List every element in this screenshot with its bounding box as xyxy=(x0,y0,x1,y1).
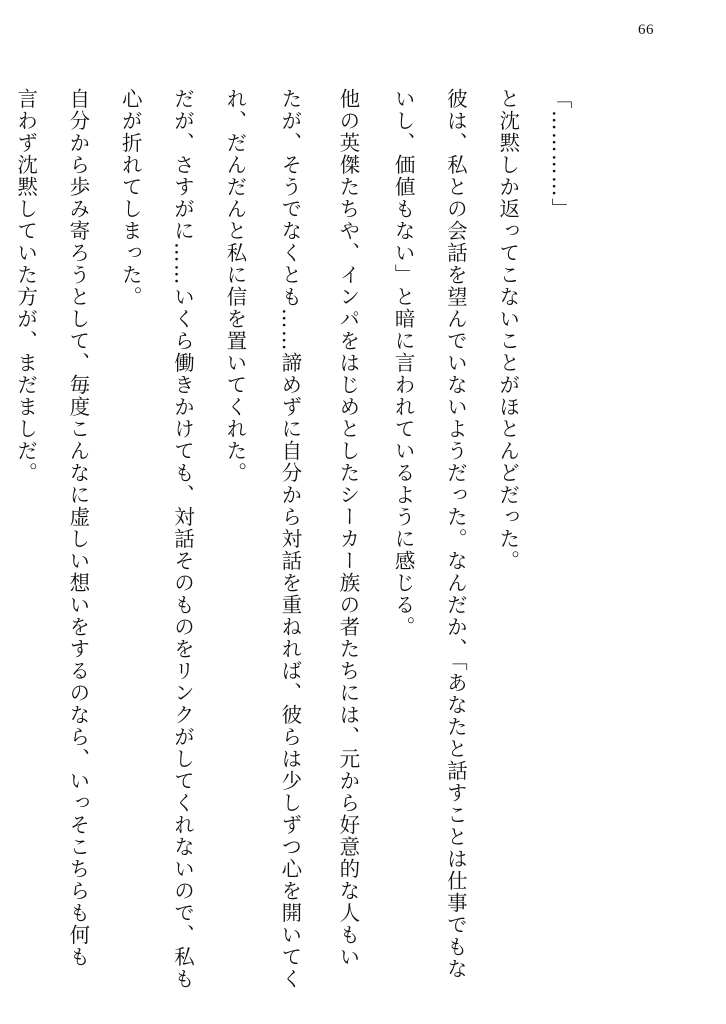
text-column: 彼は、私との会話を望んでいないようだった。なんだか、「あなたと話すことは仕事でもな xyxy=(443,88,468,980)
text-column: たが、そうでなくとも……諦めずに自分から対話を重ねれば、彼らは少しずつ心を開いてく xyxy=(277,88,302,990)
text-column: 他の英傑たちや、インパをはじめとしたシーカー族の者たちには、元から好意的な人もい xyxy=(335,88,360,968)
text-column: れ、だんだんと私に信を置いてくれた。 xyxy=(222,88,247,484)
body-text xyxy=(13,88,586,990)
text-column: だが、さすがに……いくら働きかけても、対話そのものをリンクがしてくれないので、私も xyxy=(170,88,195,990)
page-number: 66 xyxy=(638,22,654,38)
text-column: いし、価値もない」と暗に言われているように感じる。 xyxy=(391,88,416,638)
text-column: 心が折れてしまった。 xyxy=(118,88,143,308)
text-column: と沈黙しか返ってこないことがほとんどだった。 xyxy=(495,88,520,572)
text-column: 言わず沈黙していた方が、まだましだ。 xyxy=(13,88,38,484)
text-column: 「…………」 xyxy=(548,88,572,220)
text-column: 自分から歩み寄ろうとして、毎度こんなに虚しい想いをするのなら、いっそこちらも何も xyxy=(65,88,90,968)
